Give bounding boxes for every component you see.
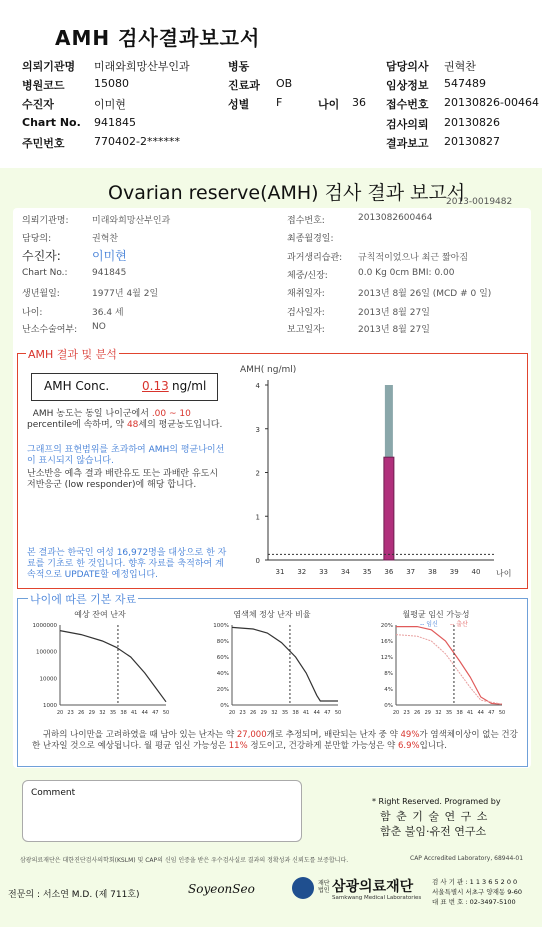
amh-paragraph-2: 그래프의 표현범위를 초과하여 AMH의 평균나이선이 표시되지 않습니다.	[27, 445, 225, 466]
y-tick-label: 4	[255, 382, 260, 390]
x-tick-label: 38	[120, 710, 127, 716]
y-tick-label: 60%	[216, 655, 229, 661]
amh-chart	[232, 360, 522, 582]
x-tick-label: 26	[250, 710, 257, 716]
report-title: Ovarian reserve(AMH) 검사 결과 보고서	[108, 182, 466, 204]
x-tick-label: 34	[340, 568, 350, 576]
info-value: 1977년 4월 2일	[92, 289, 159, 299]
header-value: 770402-2******	[94, 135, 180, 148]
curve	[232, 627, 338, 701]
info-label: 체중/신장:	[287, 271, 328, 281]
header-value: 20130826-00464	[444, 96, 539, 109]
header-label: 수진자	[22, 98, 54, 111]
org-address: 서울특별시 서초구 양재동 9-60	[432, 888, 523, 896]
y-tick-label: 8%	[384, 671, 393, 677]
x-tick-label: 32	[435, 710, 442, 716]
org-prefix: 재단법인	[318, 880, 330, 894]
header-value: 이미현	[94, 98, 126, 111]
x-tick-label: 38	[292, 710, 299, 716]
x-tick-label: 35	[445, 710, 453, 716]
comment-label: Comment	[31, 788, 76, 798]
header-label: 주민번호	[22, 137, 65, 150]
info-value: 2013년 8월 27일	[358, 325, 430, 335]
age-value: 36	[352, 96, 366, 109]
y-tick-label: 12%	[380, 655, 393, 661]
y-tick-label: 0%	[220, 703, 229, 709]
x-tick-label: 33	[319, 568, 329, 576]
info-label: 수진자:	[22, 249, 61, 263]
y-tick-label: 40%	[216, 671, 229, 677]
info-label: 보고일자:	[287, 325, 325, 335]
y-tick-label: 4%	[384, 687, 393, 693]
x-tick-label: 38	[456, 710, 463, 716]
info-value: 미래와희망산부인과	[92, 216, 171, 226]
legend-pregnancy: -- 임신	[420, 621, 438, 628]
header-value: 권혁찬	[444, 60, 476, 73]
x-tick-label: 50	[334, 710, 342, 716]
y-tick-label: 3	[255, 425, 260, 434]
y-tick-label: 1000	[43, 703, 57, 709]
curve	[60, 631, 166, 702]
x-tick-label: 31	[275, 568, 285, 576]
info-value: 2013년 8월 27일	[358, 308, 430, 318]
amh-conc-box	[31, 373, 218, 401]
x-tick-label: 47	[324, 710, 331, 716]
x-tick-label: 20	[392, 710, 400, 716]
chart-title: AMH( ng/ml)	[240, 365, 297, 375]
signer-name: 전문의 : 서소연 M.D. (제 711호)	[8, 890, 140, 900]
x-tick-label: 35	[281, 710, 289, 716]
info-label: Chart No.:	[22, 268, 68, 278]
x-tick-label: 41	[303, 710, 310, 716]
x-tick-label: 44	[477, 710, 484, 716]
x-tick-label: 50	[162, 710, 170, 716]
header-label: 병동	[228, 60, 250, 73]
info-value: 36.4 세	[92, 308, 124, 318]
header-label: 진료과	[228, 79, 260, 92]
y-tick-label: 0	[255, 557, 260, 565]
x-tick-label: 29	[260, 710, 267, 716]
amh-paragraph-3: 난소반응 예측 결과 배란유도 또는 과배란 유도시 저반응군 (low responder)에 해당 합니다.	[27, 469, 219, 490]
y-tick-label: 0%	[384, 703, 393, 709]
info-label: 담당의:	[22, 234, 52, 244]
x-tick-label: 47	[152, 710, 159, 716]
info-value: 0.0 Kg 0cm BMI: 0.00	[358, 268, 455, 278]
x-tick-label: 47	[488, 710, 495, 716]
header-label: 의뢰기관명	[22, 60, 76, 73]
amh-conc-value: 0.13	[142, 379, 169, 393]
amh-paragraph-1: AMH 농도는 동일 나이군에서 .00 ~ 10 percentile에 속하며, 약 48세의 평균농도입니다.	[27, 409, 223, 430]
x-tick-label: 44	[141, 710, 148, 716]
amh-paragraph-4: 본 결과는 한국인 여성 16,972명을 대상으로 한 자료를 기초로 한 것입니다. 향후 자료를 축적하여 계속적으로 UPDATE할 예정입니다.	[27, 548, 227, 580]
x-tick-label: 38	[427, 568, 437, 576]
mini-chart-title: 월평균 임신 가능성	[402, 610, 470, 619]
header-label: 검사의뢰	[386, 118, 429, 131]
x-tick-label: 23	[403, 710, 410, 716]
info-value: 규칙적이었으나 최근 짧아짐	[358, 253, 469, 263]
cap-number: CAP Accredited Laboratory, 68944-01	[410, 855, 524, 862]
amh-conc-unit: ng/ml	[172, 379, 207, 393]
header-label: 병원코드	[22, 79, 65, 92]
header-value: 미래와희망산부인과	[94, 60, 190, 73]
mini-chart-title: 염색체 정상 난자 비율	[233, 610, 311, 619]
y-tick-label: 1	[255, 513, 260, 522]
y-tick-label: 1000000	[32, 623, 57, 629]
header-label: Chart No.	[22, 116, 81, 129]
legend-birth: -- 출산	[450, 621, 468, 628]
y-tick-label: 80%	[216, 639, 229, 645]
x-tick-label: 41	[467, 710, 474, 716]
x-tick-label: 32	[271, 710, 278, 716]
rights-text: * Right Reserved. Programed by	[372, 797, 501, 806]
y-tick-label: 20%	[216, 687, 229, 693]
x-tick-label: 50	[498, 710, 506, 716]
x-tick-label: 23	[67, 710, 74, 716]
info-label: 난소수술여부:	[22, 325, 78, 335]
info-value: 이미현	[92, 249, 127, 263]
y-tick-label: 10000	[39, 676, 57, 683]
x-tick-label: 26	[414, 710, 421, 716]
info-value: NO	[92, 322, 106, 332]
x-tick-label: 32	[297, 568, 307, 576]
info-value: 권혁찬	[92, 234, 119, 244]
header-value: 547489	[444, 77, 486, 90]
x-tick-label: 23	[239, 710, 246, 716]
pregnancy-chance-chart	[360, 607, 510, 722]
institute-name-2: 함춘 불임·유전 연구소	[380, 825, 487, 838]
document-title: AMH 검사결과보고서	[55, 26, 261, 50]
header-value: 20130827	[444, 135, 500, 148]
signature: SoyeonSeo	[188, 882, 255, 896]
x-tick-label: 35	[109, 710, 117, 716]
info-label: 최종월경일:	[287, 234, 334, 244]
lab-code: 검 사 기 관 : 1 1 3 6 5 2 0 0	[432, 878, 518, 886]
x-tick-label: 20	[228, 710, 236, 716]
header-label: 접수번호	[386, 98, 429, 111]
age-label: 나이	[318, 98, 340, 111]
info-label: 나이:	[22, 308, 43, 318]
x-tick-label: 39	[449, 568, 459, 576]
mini-chart-title: 예상 잔여 난자	[74, 610, 126, 619]
x-tick-label: 20	[56, 710, 64, 716]
accreditation-note: 삼광의료재단은 대한진단검사의학회(KSLM) 및 CAP의 신임 인증을 받은 우수검사실로 결과의 정확성과 신뢰도를 보증합니다.	[20, 857, 349, 864]
x-tick-label: 40	[471, 568, 481, 576]
info-label: 과거생리습관:	[287, 253, 343, 263]
info-label: 채취일자:	[287, 289, 325, 299]
institute-name-1: 함 춘 기 술 연 구 소	[380, 810, 489, 823]
comment-box	[22, 780, 302, 842]
header-value: 941845	[94, 116, 136, 129]
x-tick-label: 41	[131, 710, 138, 716]
header-value: F	[276, 96, 283, 109]
age-summary-paragraph: 귀하의 나이만을 고려하였을 때 남아 있는 난자는 약 27,000개로 추정되며, 배란되는 난자 중 약 49%가 염색체이상이 없는 건강한 난자일 것으로 예상됩니다. 월 평균 임신 가능성은 11% 정도이고, 건강하게 분만할 가능성은 약 6.9%입니다.	[32, 730, 518, 751]
y-tick-label: 100000	[36, 649, 57, 656]
info-label: 의뢰기관명:	[22, 216, 69, 226]
y-tick-label: 20%	[380, 623, 393, 629]
y-tick-label: 100%	[213, 623, 229, 629]
normal-egg-ratio-chart	[196, 607, 346, 722]
info-label: 검사일자:	[287, 308, 325, 318]
x-tick-label: 44	[313, 710, 320, 716]
x-tick-label: 37	[406, 568, 416, 576]
org-english-name: Samkwang Medical Laboratories	[332, 895, 422, 901]
header-label: 임상정보	[386, 79, 429, 92]
x-tick-label: 29	[424, 710, 431, 716]
report-id: 2013-0019482	[446, 197, 513, 207]
curve	[396, 627, 502, 705]
info-label: 접수번호:	[287, 216, 325, 226]
info-label: 생년월일:	[22, 289, 60, 299]
x-tick-label: 26	[78, 710, 85, 716]
age-section-title: 나이에 따른 기본 자료	[30, 593, 137, 606]
y-tick-label: 16%	[380, 639, 393, 645]
header-label: 성별	[228, 98, 250, 111]
org-name: 삼광의료재단	[332, 879, 414, 895]
info-value: 941845	[92, 268, 127, 278]
y-tick-label: 2	[255, 469, 260, 478]
x-tick-label: 36	[384, 568, 394, 576]
org-phone: 대 표 번 호 : 02-3497-5100	[432, 898, 516, 906]
header-value: 15080	[94, 77, 129, 90]
amh-section-title: AMH 결과 및 분석	[28, 348, 117, 361]
header-label: 결과보고	[386, 137, 429, 150]
header-value: 20130826	[444, 116, 500, 129]
header-label: 담당의사	[386, 60, 429, 73]
remaining-eggs-chart	[24, 607, 174, 722]
x-tick-label: 35	[362, 568, 372, 576]
x-tick-label: 32	[99, 710, 106, 716]
info-value: 2013년 8월 26일 (MCD # 0 일)	[358, 289, 492, 299]
amh-bar-magenta	[384, 457, 394, 560]
x-axis-label: 나이	[496, 569, 512, 578]
x-tick-label: 29	[88, 710, 95, 716]
header-value: OB	[276, 77, 293, 90]
amh-conc-label: AMH Conc.	[44, 379, 110, 393]
info-value: 2013082600464	[358, 213, 433, 223]
sml-logo-icon	[292, 877, 314, 899]
